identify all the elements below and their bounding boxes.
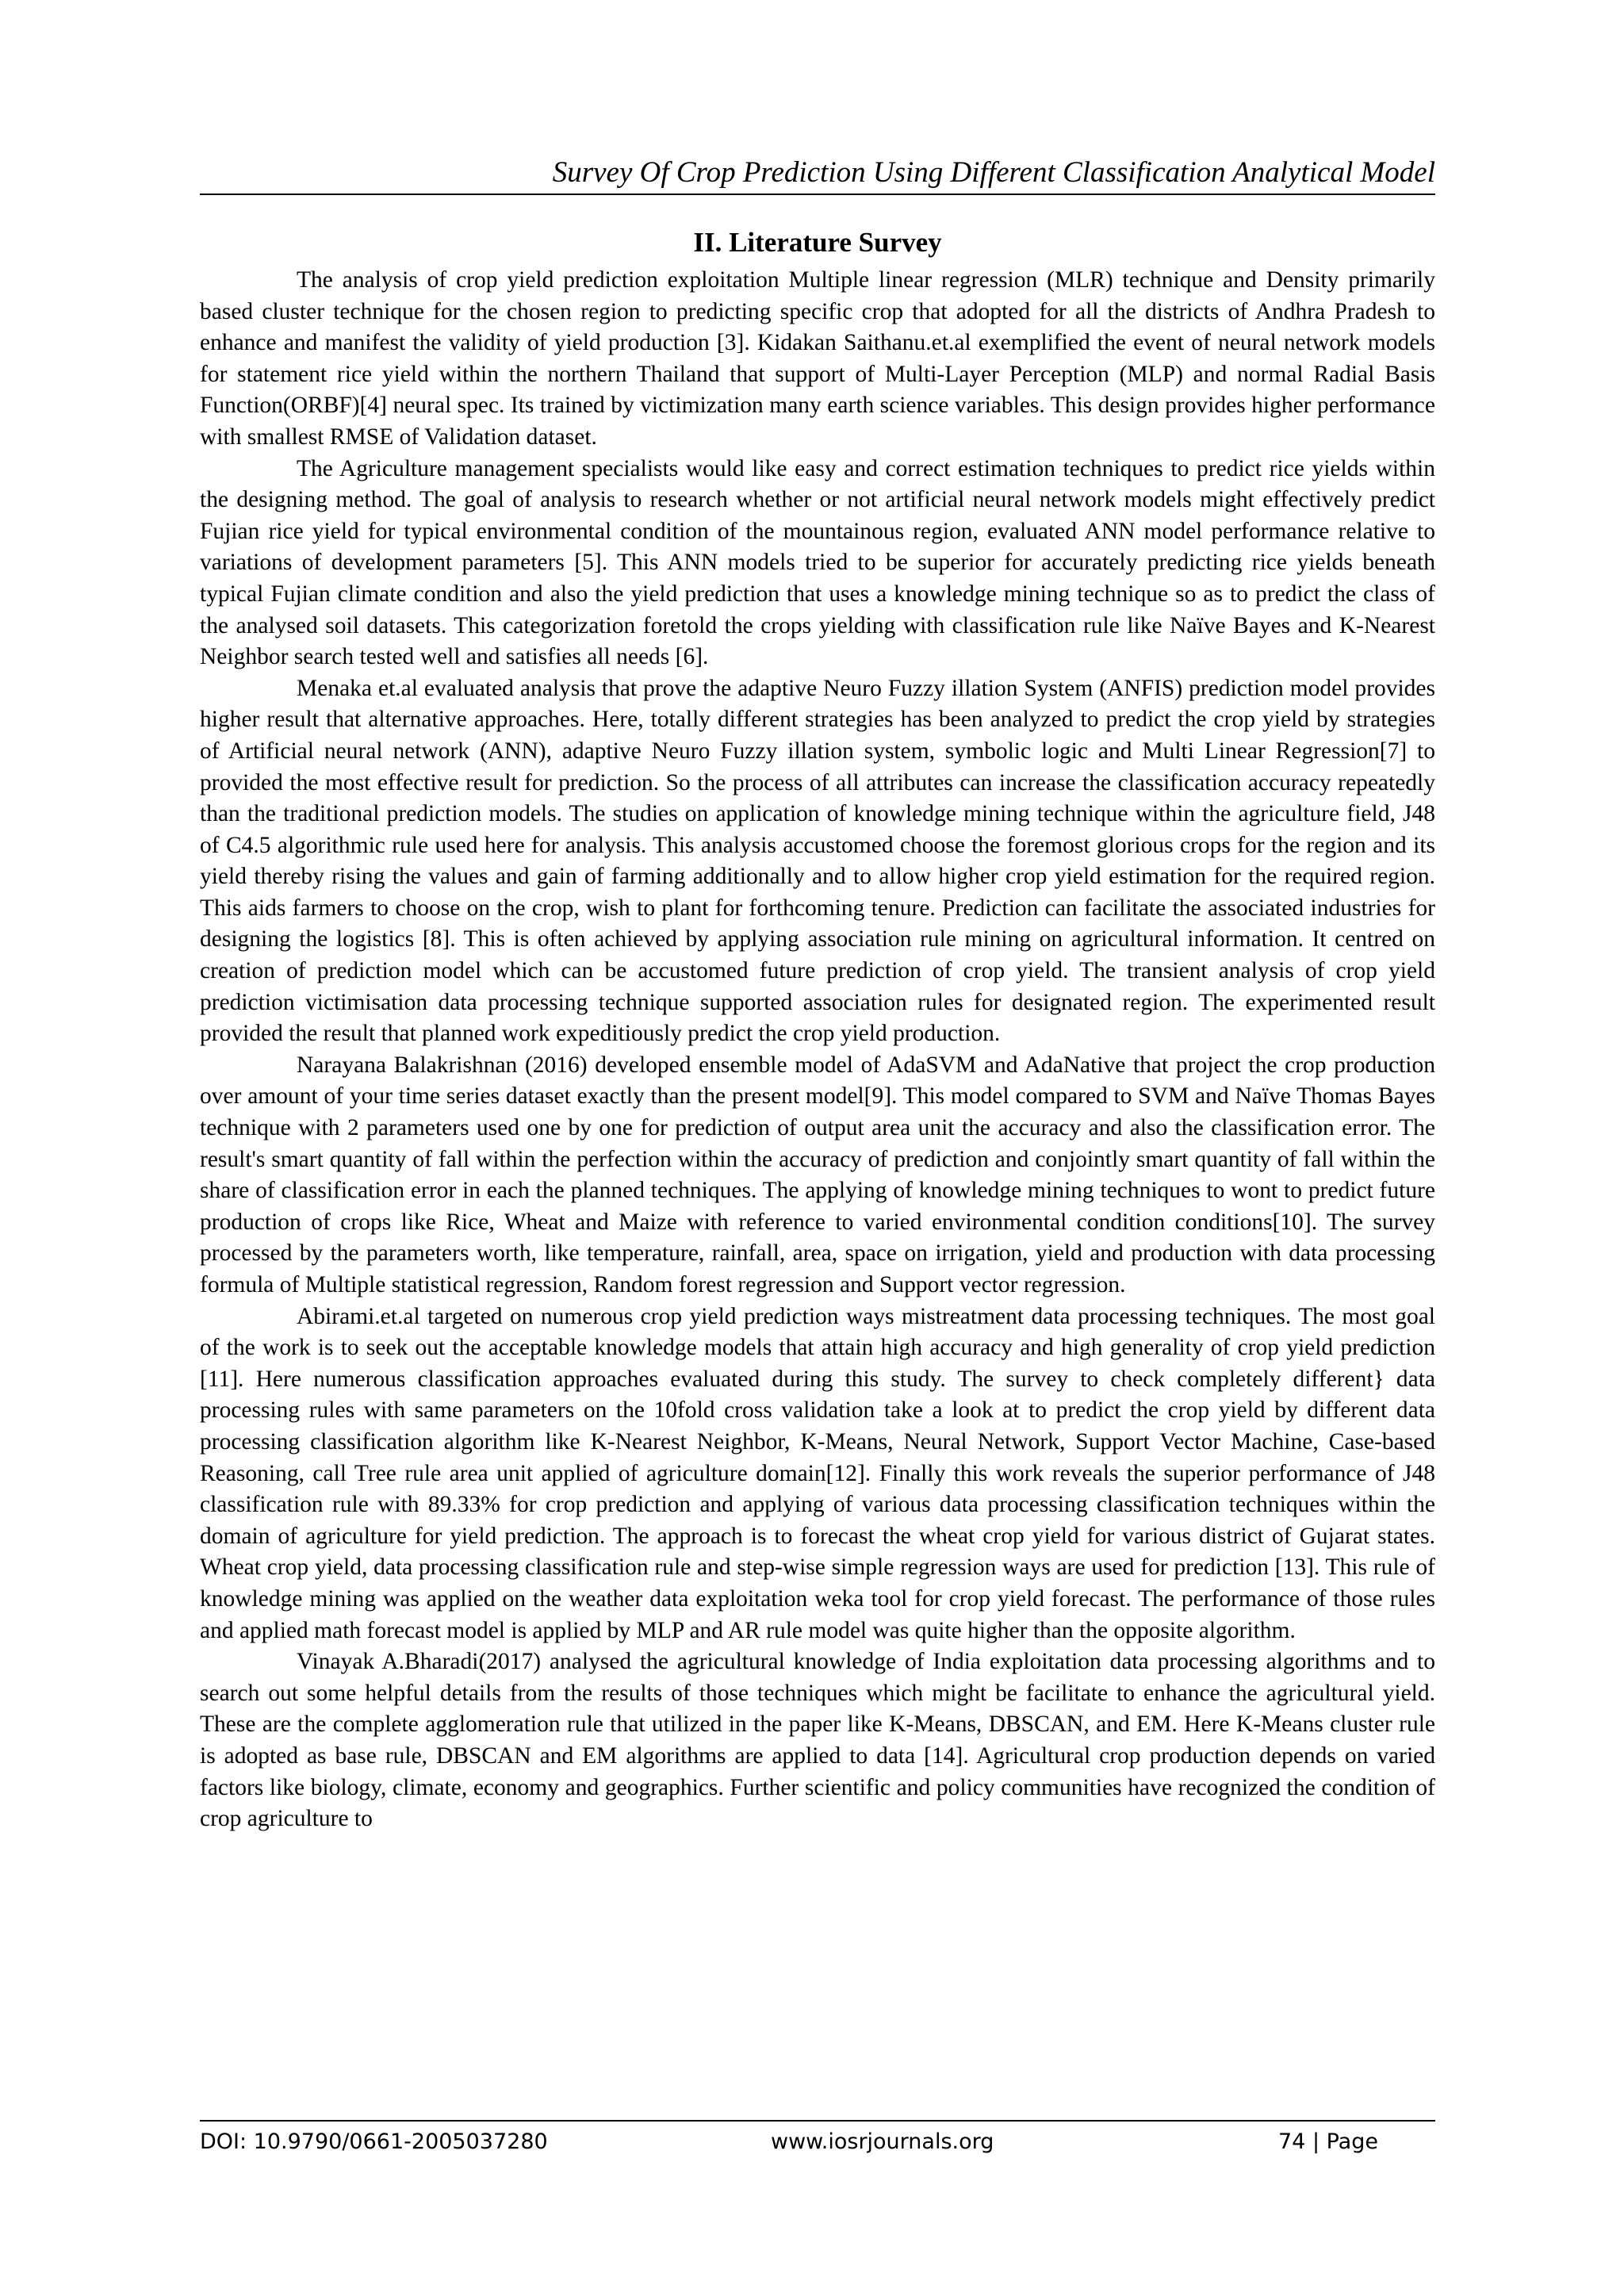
footer-website: www.iosrjournals.org [771, 2129, 994, 2154]
paragraph: Vinayak A.Bharadi(2017) analysed the agricultural knowledge of India exploitation data processing algorithms and to search out some helpful details from the results of those techniques which might be facilitate to enhance the agricultural yield. These are the complete agglomeration rule that utilized in the paper like K-Means, DBSCAN, and EM. Here K-Means cluster rule is adopted as base rule, DBSCAN and EM algorithms are applied to data [14]. Agricultural crop production depends on varied factors like biology, climate, economy and geographics. Further scientific and policy communities have recognized the condition of crop agriculture to [200, 1649, 1435, 1832]
paragraph: The analysis of crop yield prediction exploitation Multiple linear regression (MLR) technique and Density primarily based cluster technique for the chosen region to predicting specific crop that adopted for all the districts of Andhra Pradesh to enhance and manifest the validity of yield production [3]. Kidakan Saithanu.et.al exemplified the event of neural network models for statement rice yield within the northern Thailand that support of Multi-Layer Perception (MLP) and normal Radial Basis Function(ORBF)[4] neural spec. Its trained by victimization many earth science variables. This design provides higher performance with smallest RMSE of Validation dataset. [200, 267, 1435, 450]
footer-doi: DOI: 10.9790/0661-2005037280 [200, 2129, 548, 2154]
paragraph: The Agriculture management specialists would like easy and correct estimation techniques to predict rice yields within the designing method. The goal of analysis to research whether or not artificial neural network models might effectively predict Fujian rice yield for typical environmental condition of the mountainous region, evaluated ANN model performance relative to variations of development parameters [5]. This ANN models tried to be superior for accurately predicting rice yields beneath typical Fujian climate condition and also the yield prediction that uses a knowledge mining technique so as to predict the class of the analysed soil datasets. This categorization foretold the crops yielding with classification rule like Naïve Bayes and K-Nearest Neighbor search tested well and satisfies all needs [6]. [200, 455, 1435, 670]
paragraph: Abirami.et.al targeted on numerous crop yield prediction ways mistreatment data processing techniques. The most goal of the work is to seek out the acceptable knowledge models that attain high accuracy and high generality of crop yield prediction [11]. Here numerous classification approaches evaluated during this study. The survey to check completely different} data processing rules with same parameters on the 10fold cross validation take a look at to predict the crop yield by different data processing classification algorithm like K-Nearest Neighbor, K-Means, Neural Network, Support Vector Machine, Case-based Reasoning, call Tree rule area unit applied of agriculture domain[12]. Finally this work reveals the superior performance of J48 classification rule with 89.33% for crop prediction and applying of various data processing classification techniques within the domain of agriculture for yield prediction. The approach is to forecast the wheat crop yield for various district of Gujarat states. Wheat crop yield, data processing classification rule and step-wise simple regression ways are used for prediction [13]. This rule of knowledge mining was applied on the weather data exploitation weka tool for crop yield forecast. The performance of those rules and applied math forecast model is applied by MLP and AR rule model was quite higher than the opposite algorithm. [200, 1303, 1435, 1643]
paragraph: Menaka et.al evaluated analysis that prove the adaptive Neuro Fuzzy illation System (ANFIS) prediction model provides higher result that alternative approaches. Here, totally different strategies has been analyzed to predict the crop yield by strategies of Artificial neural network (ANN), adaptive Neuro Fuzzy illation system, symbolic logic and Multi Linear Regression[7] to provided the most effective result for prediction. So the process of all attributes can increase the classification accuracy repeatedly than the traditional prediction models. The studies on application of knowledge mining technique within the agriculture field, J48 of C4.5 algorithmic rule used here for analysis. This analysis accustomed choose the foremost glorious crops for the region and its yield thereby rising the values and gain of farming additionally and to allow higher crop yield estimation for the required region. This aids farmers to choose on the crop, wish to plant for forthcoming tenure. Prediction can facilitate the associated industries for designing the logistics [8]. This is often achieved by applying association rule mining on agricultural information. It centred on creation of prediction model which can be accustomed future prediction of crop yield. The transient analysis of crop yield prediction victimisation data processing technique supported association rules for designated region. The experimented result provided the result that planned work expeditiously predict the crop yield production. [200, 675, 1435, 1047]
running-header: Survey Of Crop Prediction Using Different Classification Analytical Model [552, 156, 1435, 189]
header-divider [200, 194, 1435, 195]
body-text [200, 265, 1435, 1835]
section-heading: II. Literature Survey [693, 227, 942, 258]
footer-page-number: 74 | Page [1278, 2129, 1378, 2154]
footer-divider [200, 2120, 1435, 2122]
paragraph: Narayana Balakrishnan (2016) developed ensemble model of AdaSVM and AdaNative that project the crop production over amount of your time series dataset exactly than the present model[9]. This model compared to SVM and Naïve Thomas Bayes technique with 2 parameters used one by one for prediction of output area unit the accuracy and also the classification error. The result's smart quantity of fall within the perfection within the accuracy of prediction and conjointly smart quantity of fall within the share of classification error in each the planned techniques. The applying of knowledge mining techniques to wont to predict future production of crops like Rice, Wheat and Maize with reference to varied environmental condition conditions[10]. The survey processed by the parameters worth, like temperature, rainfall, area, space on irrigation, yield and production with data processing formula of Multiple statistical regression, Random forest regression and Support vector regression. [200, 1052, 1435, 1297]
